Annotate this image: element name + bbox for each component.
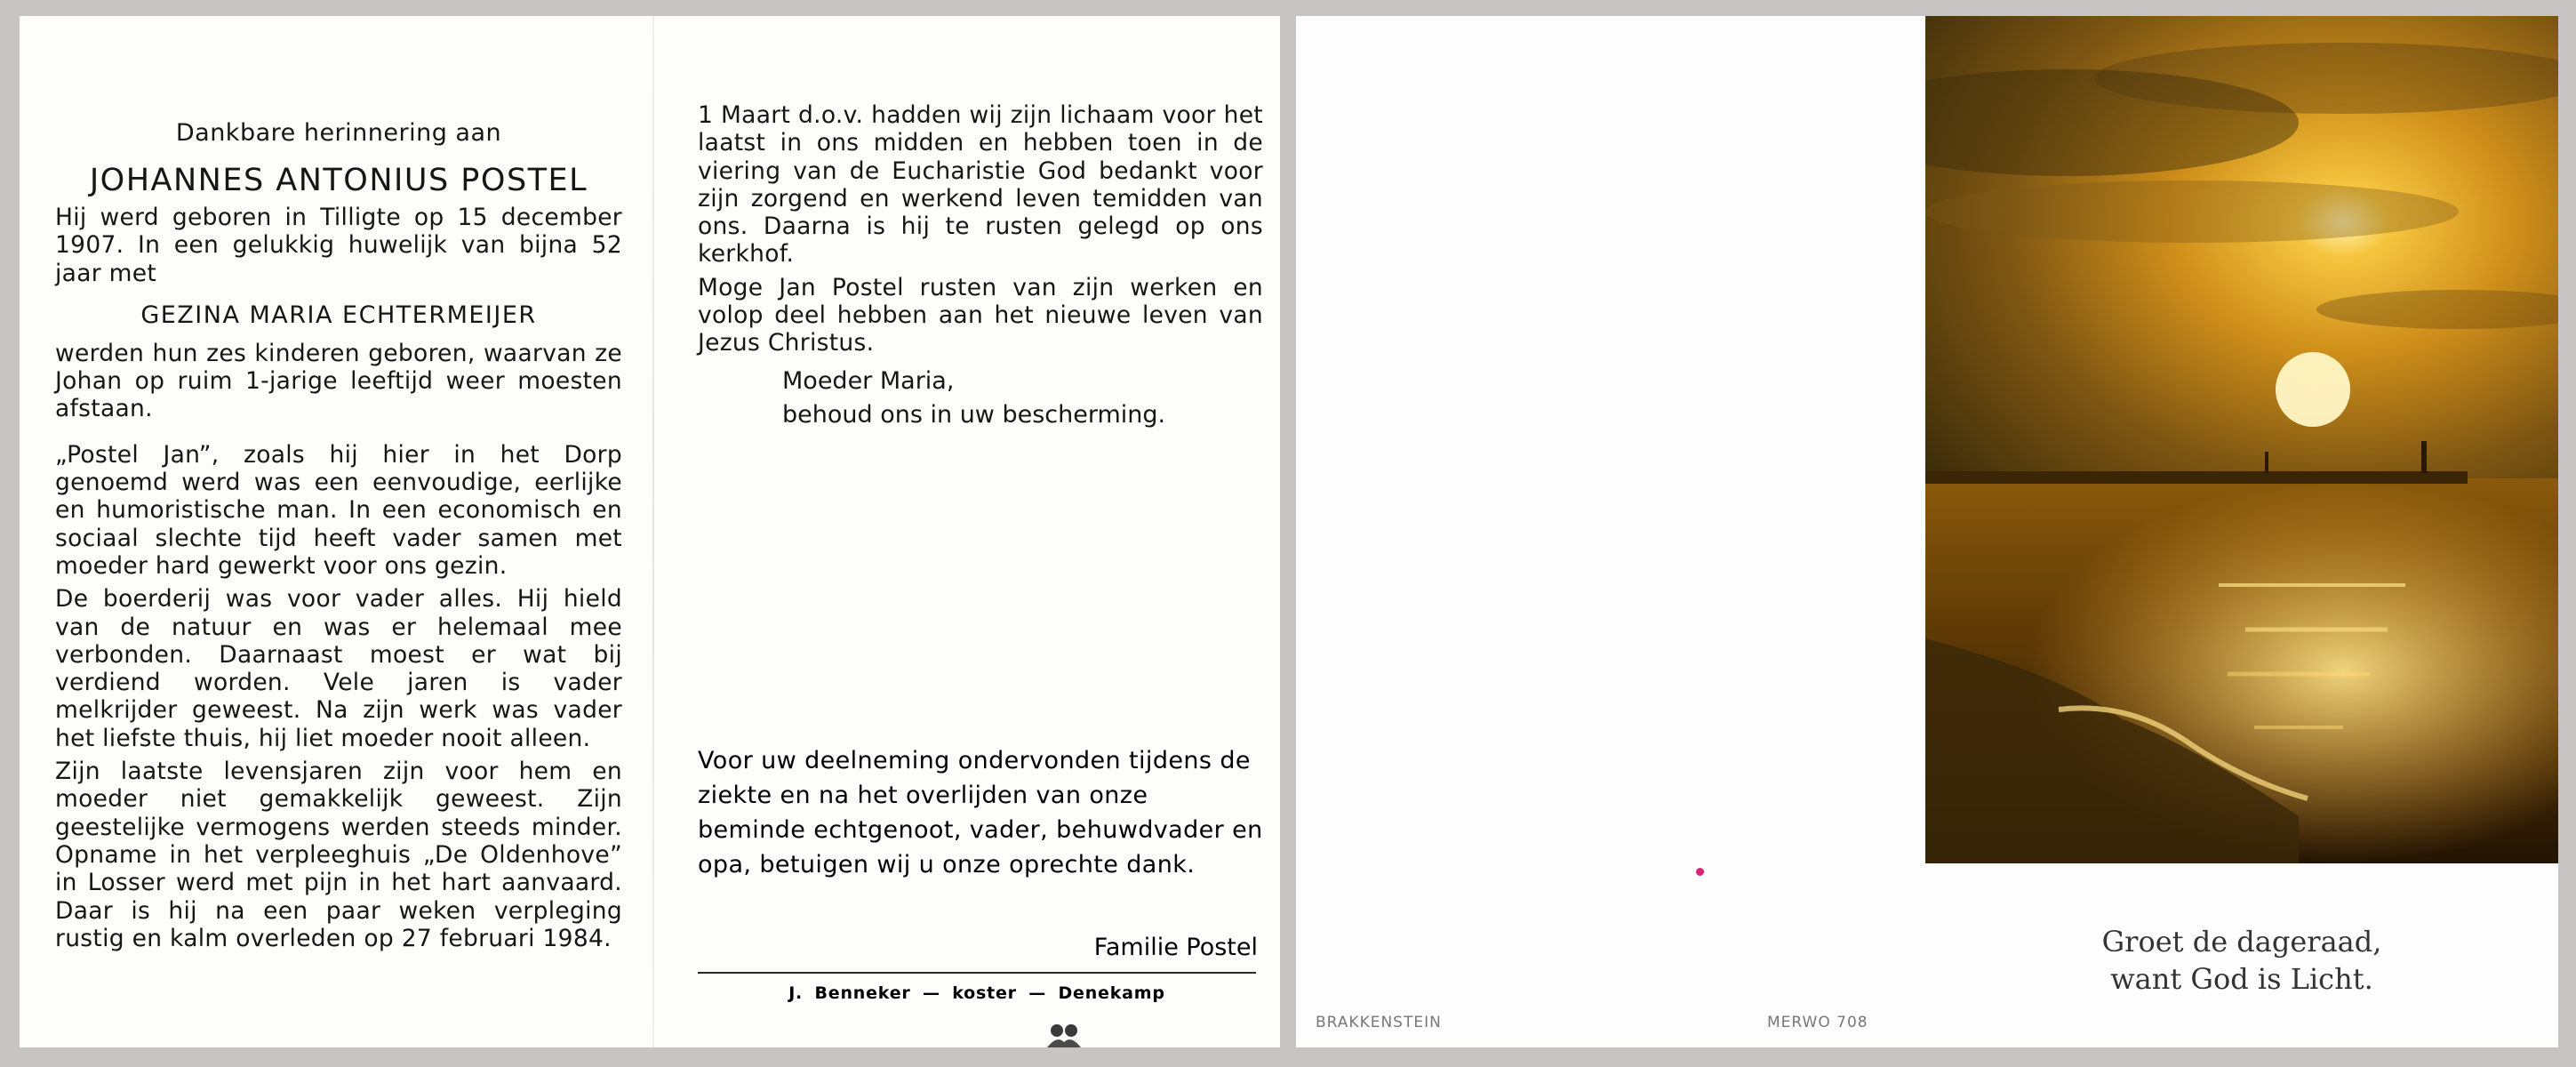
farm-paragraph: De boerderij was voor vader alles. Hij hield van de natuur en was er helemaal mee verbonden. Daarnaast moest er wat bij verdiend worden. Vele jaren is vader melkrijder geweest. Na zijn werk was vader het liefste thuis, hij liet moeder nooit alleen. [55, 585, 622, 752]
memorial-card-inside [20, 16, 1280, 1047]
funeral-paragraph: 1 Maart d.o.v. hadden wij zijn lichaam voor het laatst in ons midden en hebben toen in de viering van de Eucharistie God bedankt voor zijn zorgend en werkend leven temidden van ons. Daarna is hij te rusten gelegd op ons kerkhof. [698, 101, 1263, 269]
caption-line-1: Groet de dageraad, [2101, 925, 2382, 959]
prayer [782, 365, 1263, 432]
thanks-paragraph: Voor uw deelneming ondervonden tijdens de ziekte en na het overlijden van onze beminde echtgenoot, vader, behuwdvader en opa, betuigen wij u onze oprechte dank. [698, 747, 1263, 878]
fold-line [652, 16, 654, 1047]
deceased-name: JOHANNES ANTONIUS POSTEL [89, 163, 588, 198]
family-signature: Familie Postel [1093, 934, 1258, 961]
publisher-label: BRAKKENSTEIN [1316, 1014, 1442, 1031]
last-years-paragraph: Zijn laatste levensjaren zijn voor hem en moeder niet gemakkelijk geweest. Zijn geestelijke vermogens werden steeds minder. Opname in het verpleeghuis „De Oldenhove” in Losser werd met pijn in het hart aanvaard. Daar is hij na een paar weken verpleging rustig en kalm overleden op 27 februari 1984. [55, 758, 622, 952]
intro-line: Dankbare herinnering aan [175, 119, 502, 147]
ink-speck [1696, 868, 1704, 876]
sunset-image [1925, 16, 2558, 863]
caption-line-2: want God is Licht. [2110, 962, 2373, 996]
sunset-sea-photo [1925, 16, 2558, 863]
prayer-line-2: behoud ons in uw bescherming. [782, 400, 1166, 429]
birth-paragraph: Hij werd geboren in Tilligte op 15 december 1907. In een gelukkig huwelijk van bijna 52 jaar met [55, 204, 622, 287]
divider [698, 972, 1256, 974]
character-paragraph: „Postel Jan”, zoals hij hier in het Dorp genoemd werd was een eenvoudige, eerlijke en humoristische man. In een economisch en sociaal slechte tijd heeft vader samen met moeder hard gewerkt voor ons gezin. [55, 440, 622, 580]
left-column [55, 101, 622, 952]
memorial-card-outside [1296, 16, 2558, 1047]
blessing-paragraph: Moge Jan Postel rusten van zijn werken en volop deel hebben aan het nieuwe leven van Jezus Christus. [698, 273, 1263, 357]
right-column [698, 101, 1263, 432]
printer-emblem-icon [1042, 1019, 1086, 1047]
photo-caption [1925, 923, 2558, 998]
spouse-name: GEZINA MARIA ECHTERMEIJER [140, 301, 537, 329]
prayer-line-1: Moeder Maria, [782, 366, 955, 395]
children-paragraph: werden hun zes kinderen geboren, waarvan ze Johan op ruim 1-jarige leeftijd weer moesten afstaan. [55, 339, 622, 423]
printer-line: J. Benneker — koster — Denekamp [788, 983, 1165, 1003]
product-code: MERWO 708 [1767, 1014, 1868, 1031]
